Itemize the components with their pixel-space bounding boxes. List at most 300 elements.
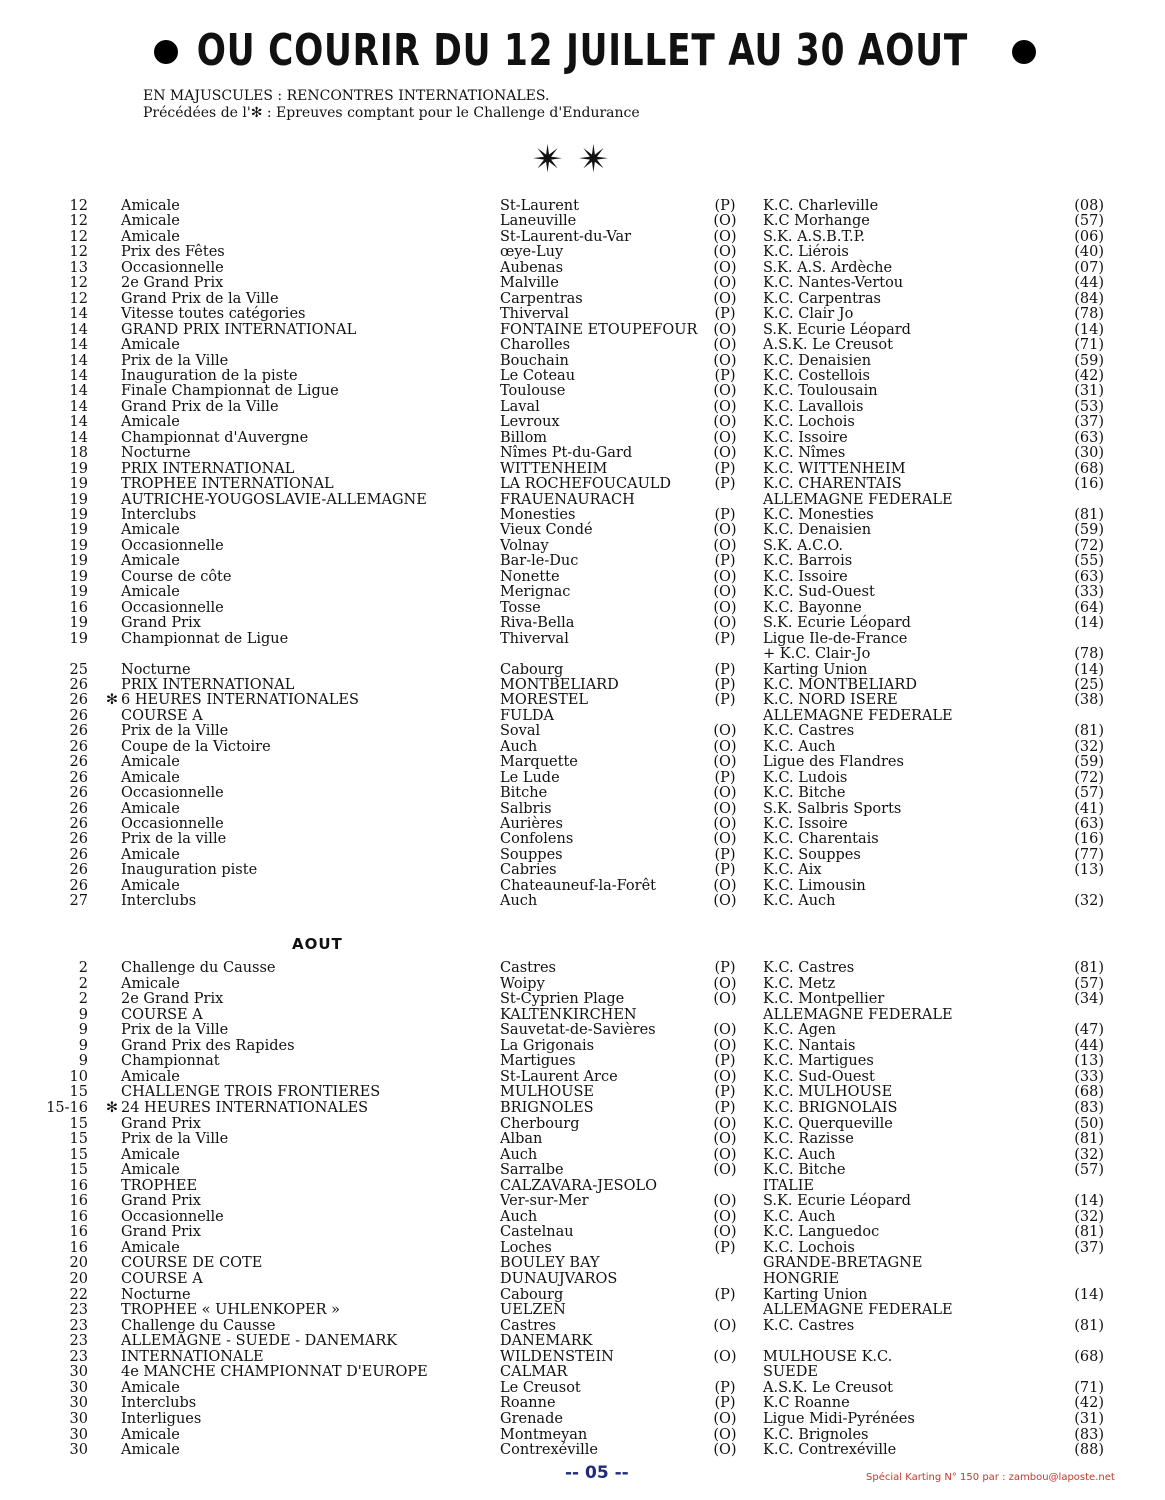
cell-type: (P) — [714, 630, 736, 647]
cell-place: St-Laurent-du-Var — [500, 228, 632, 245]
cell-place: Cabourg — [500, 1286, 564, 1303]
cell-day: 26 — [69, 707, 88, 724]
cell-type: (P) — [714, 1084, 736, 1101]
table-row — [0, 1365, 1165, 1381]
table-row — [0, 678, 1165, 694]
cell-day: 12 — [69, 290, 88, 307]
cell-place: St-Cyprien Plage — [500, 991, 625, 1008]
cell-day: 15 — [69, 1146, 88, 1163]
cell-dept: (64) — [1074, 599, 1104, 616]
cell-day: 30 — [69, 1442, 88, 1459]
cell-club: K.C. Charleville — [763, 198, 879, 214]
cell-event: COURSE A — [121, 1006, 203, 1023]
table-row — [0, 462, 1165, 478]
cell-dept: (57) — [1074, 1162, 1104, 1179]
cell-event: COURSE A — [121, 707, 203, 724]
cell-dept: (81) — [1074, 960, 1104, 976]
cell-dept: (63) — [1074, 816, 1104, 832]
cell-type: (O) — [713, 1348, 737, 1365]
cell-place: BOULEY BAY — [500, 1255, 600, 1272]
cell-day: 9 — [78, 1006, 88, 1023]
cell-type: (O) — [713, 1146, 737, 1163]
table-row — [0, 992, 1165, 1008]
cell-event: COURSE DE COTE — [121, 1255, 263, 1272]
cell-type: (O) — [713, 800, 737, 817]
bullet-dot-left — [154, 40, 178, 64]
cell-event: Amicale — [121, 800, 180, 817]
cell-dept: (71) — [1074, 337, 1104, 354]
table-row — [0, 1008, 1165, 1024]
cell-day: 12 — [69, 275, 88, 292]
table-row — [0, 724, 1165, 740]
cell-event: Amicale — [121, 213, 180, 230]
cell-event: Occasionnelle — [121, 599, 224, 616]
cell-event: Interclubs — [121, 893, 197, 910]
cell-type: (O) — [713, 1022, 737, 1039]
table-row — [0, 977, 1165, 993]
cell-club: K.C. Barrois — [763, 553, 853, 570]
cell-event: GRAND PRIX INTERNATIONAL — [121, 321, 357, 338]
cell-event: 4e MANCHE CHAMPIONNAT D'EUROPE — [121, 1364, 428, 1381]
cell-day: 30 — [69, 1410, 88, 1427]
cell-club: K.C. MULHOUSE — [763, 1084, 893, 1101]
cell-club: K.C. Auch — [763, 1208, 836, 1225]
cell-day: 19 — [69, 537, 88, 554]
cell-club: Karting Union — [763, 1286, 868, 1303]
cell-dept: (50) — [1074, 1115, 1104, 1132]
cell-club: Ligue Ile-de-France — [763, 630, 908, 647]
table-row — [0, 1132, 1165, 1148]
cell-dept: (71) — [1074, 1379, 1104, 1396]
cell-event: COURSE A — [121, 1271, 203, 1287]
cell-event: 2e Grand Prix — [121, 275, 224, 292]
cell-type: (O) — [713, 429, 737, 446]
table-row — [0, 245, 1165, 261]
cell-day: 14 — [69, 429, 88, 446]
cell-event: Amicale — [121, 1068, 180, 1085]
cell-event: Amicale — [121, 877, 180, 894]
table-row — [0, 1334, 1165, 1350]
cell-dept: (16) — [1074, 831, 1104, 848]
cell-club: HONGRIE — [763, 1271, 840, 1287]
cell-event: Amicale — [121, 198, 180, 214]
cell-club: GRANDE-BRETAGNE — [763, 1255, 923, 1272]
cell-day: 19 — [69, 460, 88, 477]
cell-dept: (68) — [1074, 1348, 1104, 1365]
cell-day: 26 — [69, 785, 88, 802]
cell-dept: (13) — [1074, 1053, 1104, 1070]
cell-type: (P) — [714, 1395, 736, 1412]
cell-dept: (47) — [1074, 1022, 1104, 1039]
cell-club: K.C. WITTENHEIM — [763, 460, 906, 477]
cell-club: K.C. Martigues — [763, 1053, 874, 1070]
table-row — [0, 1225, 1165, 1241]
cell-type: (P) — [714, 1379, 736, 1396]
cell-day: 14 — [69, 352, 88, 369]
cell-event: PRIX INTERNATIONAL — [121, 676, 295, 693]
cell-event: PRIX INTERNATIONAL — [121, 460, 295, 477]
cell-day: 19 — [69, 615, 88, 632]
table-row — [0, 1210, 1165, 1226]
cell-place: Monesties — [500, 507, 576, 523]
cell-place: Le Coteau — [500, 367, 576, 384]
cell-day: 16 — [69, 599, 88, 616]
cell-club: K.C. Nantais — [763, 1037, 856, 1054]
table-row — [0, 1443, 1165, 1459]
cell-place: Bar-le-Duc — [500, 553, 579, 570]
cell-day: 15 — [69, 1162, 88, 1179]
table-row — [0, 1054, 1165, 1070]
cell-day: 14 — [69, 398, 88, 415]
cell-type: (P) — [714, 769, 736, 786]
cell-dept: (59) — [1074, 754, 1104, 771]
cell-place: Auch — [500, 738, 538, 755]
cell-dept: (72) — [1074, 769, 1104, 786]
table-row — [0, 786, 1165, 802]
table-row — [0, 1101, 1165, 1117]
table-row — [0, 1070, 1165, 1086]
table-row — [0, 369, 1165, 385]
table-row — [0, 693, 1165, 709]
cell-place: MULHOUSE — [500, 1084, 594, 1101]
table-row — [0, 477, 1165, 493]
table-row — [0, 1256, 1165, 1272]
cell-event: Amicale — [121, 553, 180, 570]
cell-place: DUNAUJVAROS — [500, 1271, 618, 1287]
cell-day: 30 — [69, 1426, 88, 1443]
cell-place: Cabries — [500, 862, 557, 879]
cell-event: Prix de la Ville — [121, 723, 229, 740]
cell-event: Interclubs — [121, 1395, 197, 1412]
cell-event: Amicale — [121, 228, 180, 245]
cell-club: K.C. Sud-Ouest — [763, 584, 875, 601]
cell-dept: (78) — [1074, 646, 1104, 663]
cell-event: Coupe de la Victoire — [121, 738, 271, 755]
cell-place: St-Laurent Arce — [500, 1068, 618, 1085]
cell-type: (O) — [713, 1037, 737, 1054]
title-text: OU COURIR DU 12 JUILLET AU 30 AOUT — [196, 24, 969, 76]
cell-event: Occasionnelle — [121, 785, 224, 802]
cell-club: K.C Morhange — [763, 213, 870, 230]
cell-day: 14 — [69, 383, 88, 400]
cell-place: La Grigonais — [500, 1037, 595, 1054]
table-row — [0, 802, 1165, 818]
cell-event: Prix de la ville — [121, 831, 227, 848]
cell-event: Championnat — [121, 1053, 220, 1070]
cell-day: 2 — [78, 960, 88, 976]
cell-type: (O) — [713, 275, 737, 292]
cell-place: Thiverval — [500, 630, 569, 647]
cell-type: (P) — [714, 960, 736, 976]
table-row — [0, 446, 1165, 462]
cell-event: Grand Prix — [121, 1193, 201, 1210]
table-row — [0, 261, 1165, 277]
cell-club: K.C. Nantes-Vertou — [763, 275, 904, 292]
cell-place: Roanne — [500, 1395, 556, 1412]
cell-type: (O) — [713, 877, 737, 894]
cell-day: 26 — [69, 862, 88, 879]
cell-type: (O) — [713, 615, 737, 632]
cell-event: Amicale — [121, 337, 180, 354]
cell-event: Prix des Fêtes — [121, 244, 225, 261]
table-row — [0, 1319, 1165, 1335]
legend — [143, 88, 640, 122]
cell-dept: (68) — [1074, 460, 1104, 477]
table-row — [0, 493, 1165, 509]
cell-club: K.C. Nîmes — [763, 445, 846, 462]
cell-type: (P) — [714, 676, 736, 693]
cell-place: Confolens — [500, 831, 574, 848]
cell-place: Aurières — [500, 816, 563, 832]
cell-day: 26 — [69, 723, 88, 740]
table-row — [0, 632, 1165, 648]
cell-type: (O) — [713, 352, 737, 369]
cell-star: ✻ — [105, 1099, 118, 1116]
decorative-stars-icon: ✴✴ — [532, 137, 624, 181]
cell-type: (O) — [713, 1115, 737, 1132]
cell-place: Woipy — [500, 975, 545, 992]
cell-event: Occasionnelle — [121, 537, 224, 554]
cell-type: (O) — [713, 991, 737, 1008]
cell-place: Le Lude — [500, 769, 560, 786]
table-row — [0, 1163, 1165, 1179]
cell-club: A.S.K. Le Creusot — [763, 1379, 893, 1396]
table-row — [0, 740, 1165, 756]
cell-place: Bitche — [500, 785, 548, 802]
cell-place: Toulouse — [500, 383, 566, 400]
table-row — [0, 1179, 1165, 1195]
cell-club: K.C. MONTBELIARD — [763, 676, 917, 693]
cell-event: Grand Prix de la Ville — [121, 398, 279, 415]
cell-day: 20 — [69, 1271, 88, 1287]
cell-club: Karting Union — [763, 661, 868, 678]
cell-day: 12 — [69, 213, 88, 230]
cell-dept: (59) — [1074, 522, 1104, 539]
cell-club: K.C. NORD ISERE — [763, 692, 898, 709]
cell-day: 16 — [69, 1239, 88, 1256]
cell-type: (O) — [713, 975, 737, 992]
cell-day: 30 — [69, 1379, 88, 1396]
table-row — [0, 585, 1165, 601]
cell-day: 16 — [69, 1177, 88, 1194]
cell-day: 26 — [69, 692, 88, 709]
cell-place: LA ROCHEFOUCAULD — [500, 476, 672, 493]
cell-event: Amicale — [121, 522, 180, 539]
cell-type: (O) — [713, 599, 737, 616]
cell-place: œye-Luy — [500, 244, 564, 261]
cell-event: Amicale — [121, 1442, 180, 1459]
cell-day: 2 — [78, 991, 88, 1008]
cell-place: Auch — [500, 1146, 538, 1163]
cell-place: Castelnau — [500, 1224, 574, 1241]
cell-day: 14 — [69, 337, 88, 354]
cell-place: Salbris — [500, 800, 552, 817]
table-row — [0, 415, 1165, 431]
cell-type: (P) — [714, 1099, 736, 1116]
cell-place: FULDA — [500, 707, 555, 724]
table-row — [0, 1350, 1165, 1366]
cell-club: Ligue Midi-Pyrénées — [763, 1410, 915, 1427]
cell-place: Volnay — [500, 537, 549, 554]
cell-dept: (81) — [1074, 1224, 1104, 1241]
cell-event: Inauguration piste — [121, 862, 258, 879]
cell-place: Charolles — [500, 337, 571, 354]
cell-event: Grand Prix — [121, 1115, 201, 1132]
table-row — [0, 1039, 1165, 1055]
cell-club: K.C. Brignoles — [763, 1426, 869, 1443]
table-row — [0, 554, 1165, 570]
cell-place: Ver-sur-Mer — [500, 1193, 589, 1210]
cell-club: K.C. Issoire — [763, 816, 848, 832]
cell-dept: (07) — [1074, 259, 1104, 276]
cell-place: Grenade — [500, 1410, 563, 1427]
cell-club: K.C. Auch — [763, 893, 836, 910]
cell-club: K.C. Castres — [763, 723, 855, 740]
cell-dept: (32) — [1074, 738, 1104, 755]
cell-type: (O) — [713, 321, 737, 338]
cell-type: (O) — [713, 1442, 737, 1459]
cell-event: TROPHEE « UHLENKOPER » — [121, 1302, 340, 1319]
cell-club: K.C. Costellois — [763, 367, 870, 384]
table-row — [0, 848, 1165, 864]
cell-club: S.K. A.S.B.T.P. — [763, 228, 866, 245]
cell-day: 19 — [69, 630, 88, 647]
cell-type: (P) — [714, 862, 736, 879]
cell-club: K.C. Issoire — [763, 568, 848, 585]
cell-dept: (16) — [1074, 476, 1104, 493]
cell-type: (O) — [713, 893, 737, 910]
cell-place: Souppes — [500, 846, 563, 863]
cell-day: 26 — [69, 831, 88, 848]
cell-type: (O) — [713, 816, 737, 832]
cell-event: Grand Prix des Rapides — [121, 1037, 295, 1054]
cell-dept: (42) — [1074, 1395, 1104, 1412]
cell-event: Amicale — [121, 975, 180, 992]
cell-type: (O) — [713, 1410, 737, 1427]
cell-place: Auch — [500, 893, 538, 910]
cell-day: 25 — [69, 661, 88, 678]
table-row — [0, 292, 1165, 308]
cell-day: 15 — [69, 1084, 88, 1101]
cell-event: Amicale — [121, 846, 180, 863]
table-row — [0, 570, 1165, 586]
cell-club: K.C. Lochois — [763, 414, 855, 431]
cell-club: K.C Roanne — [763, 1395, 850, 1412]
cell-dept: (14) — [1074, 1286, 1104, 1303]
legend-line-2: Précédées de l'✻ : Epreuves comptant pour le Challenge d'Endurance — [143, 105, 640, 121]
cell-club: S.K. Ecurie Léopard — [763, 1193, 911, 1210]
cell-dept: (88) — [1074, 1442, 1104, 1459]
cell-club: ALLEMAGNE FEDERALE — [763, 1006, 953, 1023]
cell-club: K.C. Toulousain — [763, 383, 878, 400]
cell-place: Cabourg — [500, 661, 564, 678]
cell-place: Sauvetat-de-Savières — [500, 1022, 656, 1039]
cell-place: CALMAR — [500, 1364, 568, 1381]
cell-type: (P) — [714, 306, 736, 323]
cell-club: ALLEMAGNE FEDERALE — [763, 1302, 953, 1319]
page-title — [0, 18, 1165, 82]
table-row — [0, 230, 1165, 246]
cell-club: K.C. Contrexéville — [763, 1442, 897, 1459]
table-row — [0, 1396, 1165, 1412]
cell-day: 19 — [69, 553, 88, 570]
cell-club: Ligue des Flandres — [763, 754, 904, 771]
cell-place: MORESTEL — [500, 692, 589, 709]
cell-club: K.C. Aix — [763, 862, 822, 879]
table-row — [0, 1085, 1165, 1101]
cell-club: K.C. Carpentras — [763, 290, 881, 307]
cell-dept: (38) — [1074, 692, 1104, 709]
cell-type: (O) — [713, 738, 737, 755]
cell-place: Merignac — [500, 584, 571, 601]
cell-dept: (68) — [1074, 1084, 1104, 1101]
cell-day: 19 — [69, 522, 88, 539]
cell-dept: (81) — [1074, 723, 1104, 740]
cell-day: 19 — [69, 507, 88, 523]
cell-place: Martigues — [500, 1053, 576, 1070]
cell-club: K.C. Ludois — [763, 769, 848, 786]
cell-event: ALLEMAGNE - SUEDE - DANEMARK — [121, 1333, 398, 1350]
cell-day: 15 — [69, 1131, 88, 1148]
cell-dept: (81) — [1074, 1317, 1104, 1334]
cell-day: 19 — [69, 476, 88, 493]
cell-day: 23 — [69, 1333, 88, 1350]
cell-type: (P) — [714, 661, 736, 678]
cell-event: Nocturne — [121, 1286, 191, 1303]
cell-event: Championnat d'Auvergne — [121, 429, 309, 446]
cell-day: 9 — [78, 1022, 88, 1039]
cell-day: 22 — [69, 1286, 88, 1303]
cell-event: Vitesse toutes catégories — [121, 306, 306, 323]
cell-dept: (32) — [1074, 1146, 1104, 1163]
cell-event: Occasionnelle — [121, 816, 224, 832]
cell-type: (O) — [713, 1224, 737, 1241]
cell-day: 12 — [69, 244, 88, 261]
cell-club: K.C. Bayonne — [763, 599, 862, 616]
cell-dept: (41) — [1074, 800, 1104, 817]
cell-dept: (55) — [1074, 553, 1104, 570]
cell-day: 26 — [69, 676, 88, 693]
cell-type: (O) — [713, 723, 737, 740]
cell-type: (O) — [713, 383, 737, 400]
table-row — [0, 539, 1165, 555]
table-row — [0, 1194, 1165, 1210]
cell-event: Finale Championnat de Ligue — [121, 383, 339, 400]
cell-event: Prix de la Ville — [121, 1022, 229, 1039]
cell-dept: (42) — [1074, 367, 1104, 384]
table-row — [0, 616, 1165, 632]
table-row — [0, 1381, 1165, 1397]
cell-dept: (32) — [1074, 893, 1104, 910]
cell-event: INTERNATIONALE — [121, 1348, 264, 1365]
cell-club: K.C. Sud-Ouest — [763, 1068, 875, 1085]
cell-club: S.K. Salbris Sports — [763, 800, 902, 817]
cell-club: K.C. Souppes — [763, 846, 861, 863]
cell-dept: (53) — [1074, 398, 1104, 415]
cell-day: 30 — [69, 1395, 88, 1412]
cell-club: K.C. Razisse — [763, 1131, 854, 1148]
table-row — [0, 894, 1165, 910]
table-row — [0, 755, 1165, 771]
cell-club: K.C. Auch — [763, 1146, 836, 1163]
cell-club: K.C. Limousin — [763, 877, 866, 894]
cell-type: (P) — [714, 476, 736, 493]
cell-type: (O) — [713, 290, 737, 307]
cell-dept: (63) — [1074, 568, 1104, 585]
cell-dept: (14) — [1074, 1193, 1104, 1210]
cell-event: Course de côte — [121, 568, 232, 585]
cell-event: Amicale — [121, 1162, 180, 1179]
